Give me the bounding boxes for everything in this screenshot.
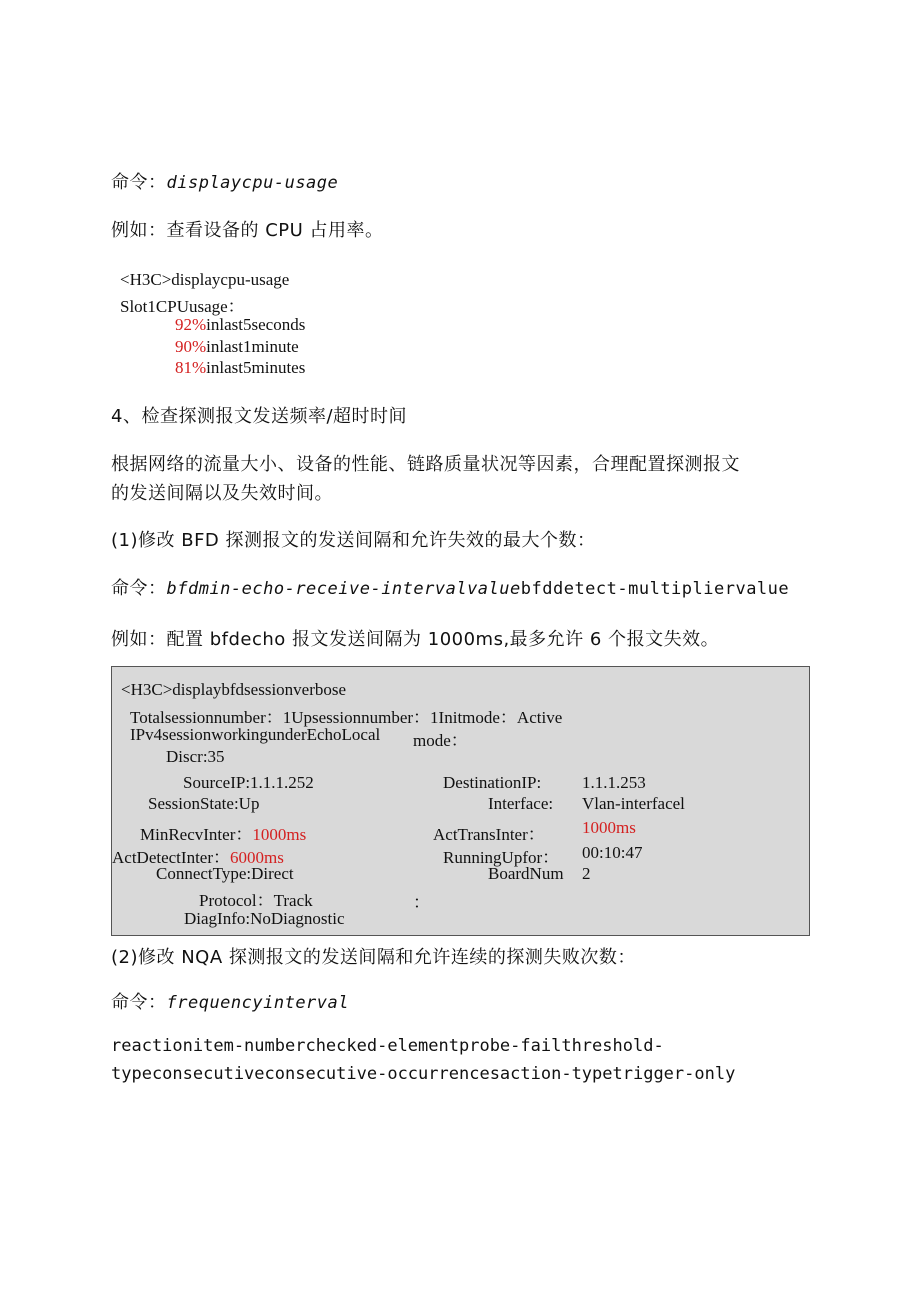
- bfd-diag-info: DiagInfo:NoDiagnostic: [184, 909, 345, 928]
- cpu-percent: 81%: [175, 358, 207, 377]
- bfd-dest-label: DestinationIP:: [443, 773, 542, 792]
- bfd-acttrans-label: ActTransInter：: [433, 825, 545, 844]
- bfd-connect-type: ConnectType:Direct: [156, 864, 294, 883]
- section-heading: 4、检查探测报文发送频率/超时时间: [111, 406, 408, 427]
- paragraph-line: 根据网络的流量大小、设备的性能、链路质量状况等因素，合理配置探测报文: [111, 454, 740, 475]
- command-value: displaycpu-usage: [166, 173, 339, 193]
- example-text-1: 例如：查看设备的 CPU 占用率。: [111, 220, 384, 241]
- bfd-ipv4-line: IPv4sessionworkingunderEchoLocal: [130, 725, 381, 744]
- bfd-protocol: Protocol：Track: [199, 891, 313, 910]
- bfd-board-value: 2: [582, 864, 591, 883]
- command-label: 命令：: [111, 992, 167, 1013]
- bfd-actdetect-label: ActDetectInter：: [112, 848, 230, 867]
- example-text-2: 例如：配置 bfdecho 报文发送间隔为 1000ms,最多允许 6 个报文失效。: [111, 629, 720, 650]
- bfd-interface-value: Vlan-interfacel: [582, 794, 685, 813]
- cpu-row: [175, 358, 305, 378]
- bfd-running-value: 00:10:47: [582, 843, 643, 862]
- bfd-board-label: BoardNum: [488, 864, 564, 883]
- cpu-percent: 90%: [175, 337, 207, 356]
- cpu-row: [175, 337, 299, 357]
- cpu-slot-line: Slot1CPUusage：: [120, 297, 245, 316]
- bfd-prompt: <H3C>displaybfdsessionverbose: [121, 680, 347, 699]
- bfd-session-state: SessionState:Up: [148, 794, 260, 813]
- list-item-1: (1)修改 BFD 探测报文的发送间隔和允许失效的最大个数：: [111, 530, 596, 551]
- cpu-period: inlast1minute: [206, 337, 299, 356]
- bfd-running-label: RunningUpfor：: [443, 848, 560, 867]
- command-line-1: [111, 168, 338, 194]
- command-line-3: [111, 988, 349, 1014]
- bfd-actdetect-value: 6000ms: [230, 848, 284, 867]
- command-continuation-line: reactionitem-numberchecked-elementprobe-failthreshold-: [111, 1036, 664, 1056]
- bfd-acttrans-value: 1000ms: [582, 818, 636, 837]
- list-item-2: (2)修改 NQA 探测报文的发送间隔和允许连续的探测失败次数：: [111, 947, 636, 968]
- command-continuation-line: typeconsecutiveconsecutive-occurrencesaction-typetrigger-only: [111, 1064, 736, 1084]
- bfd-minrecv: [140, 820, 306, 845]
- bfd-total-line: Totalsessionnumber：1Upsessionnumber：1Initmode：Active: [130, 708, 563, 727]
- command-italic: bfdmin-echo-receive-intervalvalue: [166, 579, 521, 599]
- cpu-row: [175, 315, 305, 335]
- bfd-minrecv-value: 1000ms: [252, 825, 307, 844]
- command-plain: bfddetect-multipliervalue: [520, 579, 790, 599]
- bfd-interface-label: Interface:: [488, 794, 554, 813]
- command-line-2: [111, 574, 789, 600]
- cpu-period: inlast5minutes: [206, 358, 306, 377]
- command-value: frequencyinterval: [166, 993, 349, 1013]
- bfd-dest-value: 1.1.1.253: [582, 773, 646, 792]
- cpu-period: inlast5seconds: [206, 315, 306, 334]
- paragraph-line: 的发送间隔以及失效时间。: [111, 483, 333, 504]
- cpu-prompt: <H3C>displaycpu-usage: [120, 270, 290, 289]
- command-label: 命令：: [111, 172, 167, 193]
- bfd-discr: Discr:35: [166, 747, 225, 766]
- bfd-minrecv-label: MinRecvInter：: [140, 825, 253, 844]
- bfd-colon: ：: [413, 893, 430, 912]
- command-label: 命令：: [111, 578, 167, 599]
- bfd-source-ip: SourceIP:1.1.1.252: [183, 773, 314, 792]
- bfd-mode-label: mode：: [413, 731, 468, 750]
- cpu-percent: 92%: [175, 315, 207, 334]
